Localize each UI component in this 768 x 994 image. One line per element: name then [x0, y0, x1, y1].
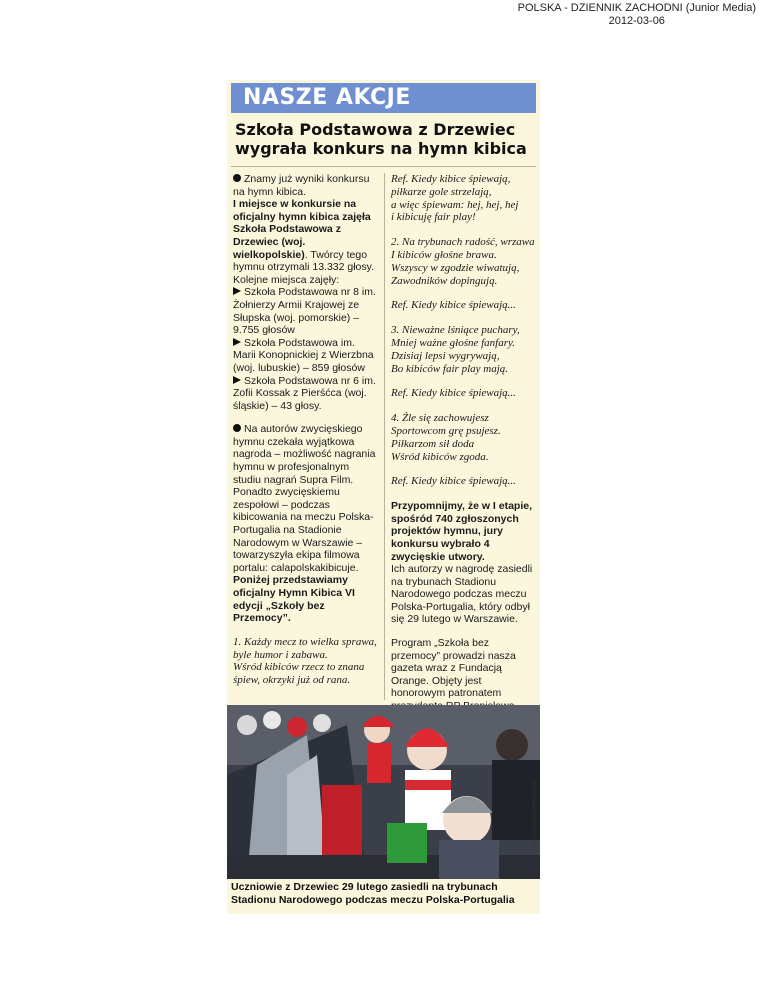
prize-text: Na autorów zwycięskiego hymnu czekała wyjątkowa nagroda – możliwość nagrania hymnu w profesjonalnym studiu nagrań Supra Film. Ponadto zwycięskiemu zespołowi – podczas kibicowania na meczu Polska-Portugalia na Stadionie Narodowym w Warszawie – towarzyszyła ekipa filmowa portalu: calapolskakibicuje. [233, 423, 376, 574]
left-column [233, 173, 379, 699]
reminder-bold: Przypomnijmy, że w I etapie, spośród 740 zgłoszonych projektów hymnu, jury konkursu wybrało 4 zwycięskie utwory. [391, 500, 533, 563]
verse-4: 4. Źle się zachowujesz Sportowcom grę psujesz. Piłkarzom sił doda Wśród kibiców zgoda. [391, 412, 501, 463]
source-info [518, 2, 756, 28]
anthem-intro: Poniżej przedstawiamy oficjalny Hymn Kibica VI edycji „Szkoły bez Przemocy”. [233, 574, 355, 625]
bullet-icon [233, 174, 241, 182]
verse-2: 2. Na trybunach radość, wrzawa I kibiców głośne brawa. Wszyscy w zgodzie wiwatują, Zawodników dopingują. [391, 236, 535, 287]
arrow-icon [233, 376, 241, 384]
verse-3: 3. Nieważne lśniące puchary, Mniej ważne głośne fanfary. Dzisiaj lepsi wygrywają, Bo kibiców fair play mają. [391, 324, 520, 375]
column-divider [384, 173, 385, 700]
results-rest: . Twórcy tego hymnu otrzymali 13.332 głosy. Kolejne miejsca zajęły: [233, 248, 375, 286]
refrain-short-1: Ref. Kiedy kibice śpiewają... [391, 299, 516, 312]
stadium-photo-image [227, 705, 540, 879]
reminder-text: Ich autorzy w nagrodę zasiedli na trybunach Stadionu Narodowego podczas meczu Polska-Portugalia, który odbył się 29 lutego w Warszawie. [391, 563, 533, 626]
place-4: Szkoła Podstawowa nr 6 im. Zofii Kossak z Pierśćca (woj. śląskie) – 43 głosy. [233, 374, 376, 412]
right-column [391, 173, 535, 736]
verse-1: 1. Każdy mecz to wielka sprawa, byle humor i zabawa. Wśród kibiców rzecz to znana śpiew, okrzyki już od rana. [233, 635, 377, 687]
arrow-icon [233, 338, 241, 346]
reminder-paragraph [391, 500, 535, 626]
refrain-short-2: Ref. Kiedy kibice śpiewają... [391, 387, 516, 400]
divider [231, 166, 536, 167]
refrain: Ref. Kiedy kibice śpiewają, piłkarze gole strzelają, a więc śpiewam: hej, hej, hej i kibicuję fair play! [391, 173, 519, 224]
results-intro: Znamy już wyniki konkursu na hymn kibica. [233, 173, 370, 198]
photo-credit: FOT. AGNIESZKA PALIŃSKA [532, 780, 538, 846]
newspaper-clipping [227, 80, 540, 914]
article-headline: Szkoła Podstawowa z Drzewiec wygrała konkurs na hymn kibica [235, 120, 527, 158]
section-header [231, 83, 536, 113]
section-title: NASZE AKCJE [243, 85, 411, 110]
refrain-short-3: Ref. Kiedy kibice śpiewają... [391, 475, 516, 488]
place-2: Szkoła Podstawowa nr 8 im. Żołnierzy Armii Krajowej ze Słupska (woj. pomorskie) – 9.755 głosów [233, 286, 376, 337]
program-paragraph: Program „Szkoła bez przemocy” prowadzi nasza gazeta wraz z Fundacją Orange. Objęty jest honorowym patronatem [391, 637, 516, 700]
bullet-icon [233, 424, 241, 432]
prize-paragraph [233, 423, 379, 625]
results-paragraph [233, 173, 379, 412]
stadium-photo [227, 705, 540, 879]
photo-caption: Uczniowie z Drzewiec 29 lutego zasiedli na trybunach Stadionu Narodowego podczas meczu Polska-Portugalia [231, 881, 515, 906]
arrow-icon [233, 287, 241, 295]
winner-text: I miejsce w konkursie na oficjalny hymn kibica zajęła Szkoła Podstawowa z Drzewiec (woj. wielkopolskie) [233, 198, 371, 261]
source-publication: POLSKA - DZIENNIK ZACHODNI (Junior Media) [517, 2, 756, 14]
place-3: Szkoła Podstawowa im. Marii Konopnickiej z Wierzbna (woj. lubuskie) – 859 głosów [233, 336, 374, 374]
source-date: 2012-03-06 [608, 15, 665, 27]
